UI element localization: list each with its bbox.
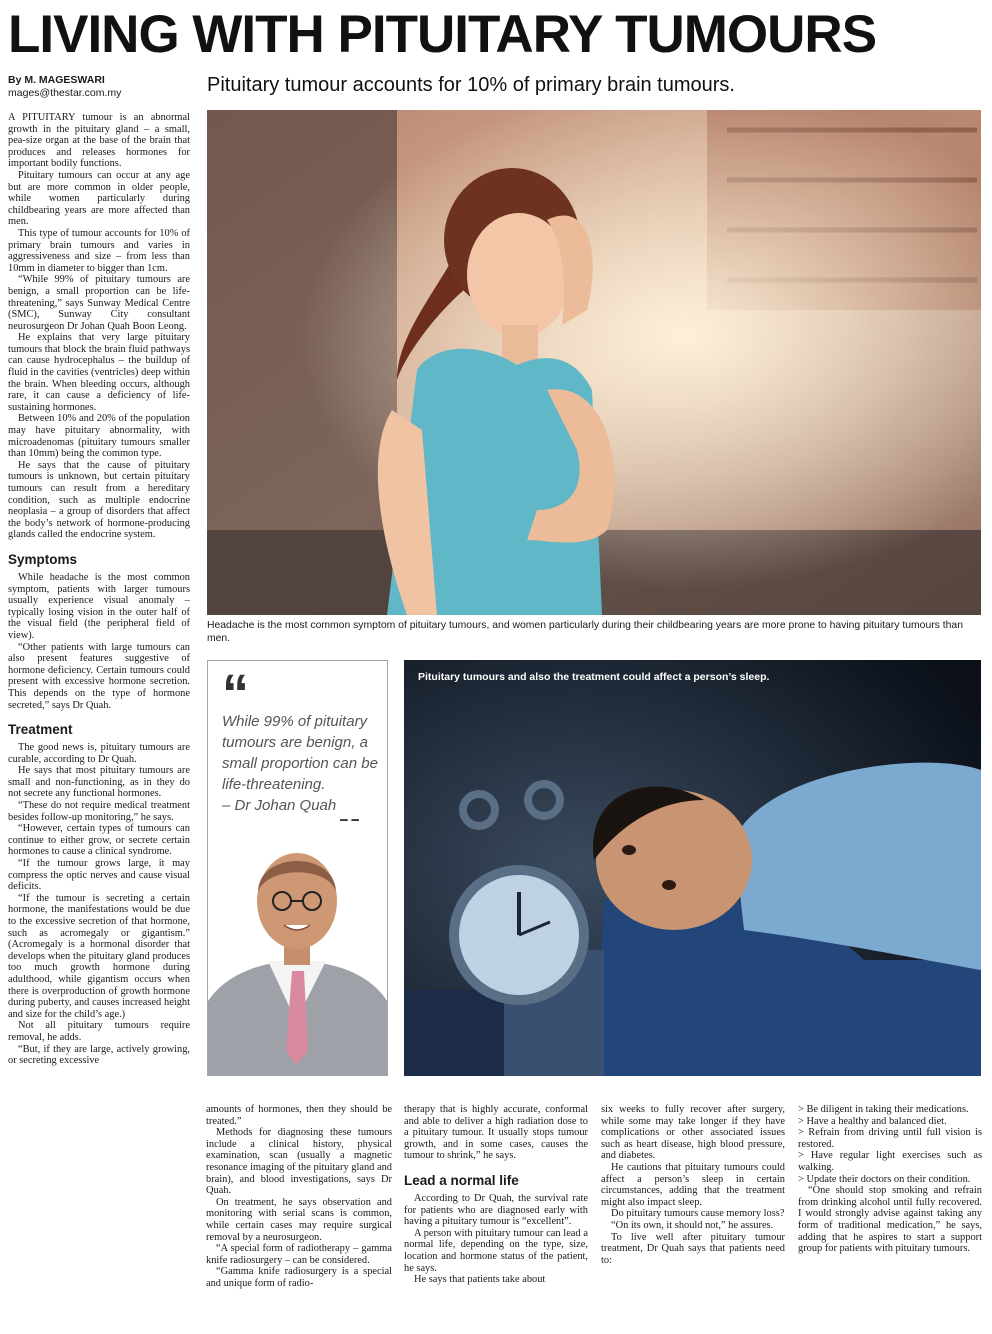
- paragraph: A person with pituitary tumour can lead a normal life, depending on the type, size, location and hormone status of the patient, he says.: [404, 1227, 588, 1274]
- paragraph: This type of tumour accounts for 10% of primary brain tumours and varies in aggressiveness and size – from less than 10mm in diameter to bigger than 1cm.: [8, 227, 190, 274]
- sleep-photo-caption: Pituitary tumours and also the treatment could affect a person’s sleep.: [418, 671, 770, 683]
- article-column-5: [798, 1104, 982, 1332]
- paragraph: “These do not require medical treatment besides follow-up monitoring,” he says.: [8, 800, 190, 823]
- article-column-2: [206, 1104, 392, 1332]
- paragraph: He cautions that pituitary tumours could affect a person’s sleep in certain circumstances, adding that the treatment might also impact sleep.: [601, 1161, 785, 1208]
- paragraph: Do pituitary tumours cause memory loss?: [611, 1208, 785, 1220]
- subheading-symptoms: Symptoms: [8, 551, 78, 567]
- doctor-portrait-illustration: [208, 821, 387, 1075]
- list-item: > Be diligent in taking their medications.: [798, 1104, 969, 1115]
- paragraph: He explains that very large pituitary tumours that block the brain fluid pathways can cause hydrocephalus – the buildup of fluid in the cavities (ventricles) deep within the brain. When bleeding occurs, although rare, it can cause a deficiency of life-sustaining hormones.: [8, 332, 190, 413]
- paragraph: A PITUITARY tumour is an abnormal growth in the pituitary gland – a small, pea-size organ at the base of the brain that produces and releases hormones for important bodily functions.: [8, 112, 190, 170]
- paragraph: According to Dr Quah, the survival rate for patients who are diagnosed early with having a pituitary tumour is “excellent”.: [404, 1192, 588, 1228]
- subheading-treatment: Treatment: [8, 722, 73, 738]
- pullquote-attribution: – Dr Johan Quah: [222, 797, 337, 814]
- byline-author: By M. MAGESWARI: [8, 74, 105, 86]
- paragraph: “On its own, it should not,” he assures.: [611, 1219, 774, 1231]
- headache-photo-illustration: [207, 110, 981, 615]
- paragraph: He says that most pituitary tumours are small and non-functioning, as in they do not secrete any functional hormones.: [8, 765, 190, 800]
- list-item: > Have a healthy and balanced diet.: [798, 1115, 947, 1127]
- sleep-photo: [404, 660, 981, 1076]
- paragraph: The good news is, pituitary tumours are curable, according to Dr Quah.: [8, 742, 190, 765]
- headache-photo-caption: Headache is the most common symptom of pituitary tumours, and women particularly during their childbearing years are more prone to having pituitary tumours than men.: [207, 620, 963, 644]
- paragraph: On treatment, he says observation and monitoring with serial scans is common, while certain cases may require surgical removal by a neurosurgeon.: [206, 1196, 392, 1243]
- paragraph: “One should stop smoking and refrain from drinking alcohol until fully recovered. I would strongly advise against taking any form of traditional medication,” he says, adding that he aspires to start a support group for patients with pituitary tumours.: [798, 1185, 982, 1255]
- paragraph: six weeks to fully recover after surgery, while some may take longer if they have complications or other associated issues such as heart disease, high blood pressure, and diabetes.: [601, 1104, 785, 1162]
- list-item: > Refrain from driving until full vision is restored.: [798, 1127, 982, 1150]
- subheading-normal-life: Lead a normal life: [404, 1172, 519, 1188]
- headline: LIVING WITH PITUITARY TUMOURS: [8, 5, 877, 64]
- paragraph: amounts of hormones, then they should be treated.”: [206, 1104, 392, 1127]
- paragraph: He says that the cause of pituitary tumours is unknown, but certain pituitary tumours can result from a hereditary condition, such as multiple endocrine neoplasia – a group of disorders that affect the body’s network of hormone-producing glands called the endocrine system.: [8, 459, 190, 541]
- paragraph: “But, if they are large, actively growing, or secreting excessive: [8, 1043, 190, 1067]
- paragraph: He says that patients take about: [414, 1274, 546, 1286]
- paragraph: While headache is the most common symptom, patients with larger tumours usually experience visual anomaly – typically losing vision in the outer half of the visual field (the peripheral field of view).: [8, 571, 190, 641]
- doctor-portrait: [208, 821, 387, 1075]
- byline: [8, 74, 198, 100]
- sleep-photo-illustration: [404, 660, 981, 1076]
- paragraph: Methods for diagnosing these tumours include a clinical history, physical examination, scan (usually a magnetic resonance imaging of the pituitary gland and brain), and blood investigations, says Dr Quah.: [206, 1127, 392, 1197]
- paragraph: “Other patients with large tumours can also present features suggestive of hormone deficiency. Certain tumours could present with excessive hormone secretion. This depends on the type of hormone secreted,” says Dr Quah.: [8, 641, 190, 711]
- paragraph: Between 10% and 20% of the population may have pituitary abnormality, with microadenomas (pituitary tumours smaller than 10mm) being the common type.: [8, 413, 190, 460]
- pullquote-quote: While 99% of pituitary tumours are benign, a small proportion can be life-threatening.: [222, 713, 378, 793]
- headache-photo: [207, 110, 981, 615]
- article-column-3: [404, 1104, 588, 1332]
- paragraph: To live well after pituitary tumour treatment, Dr Quah says that patients need to:: [601, 1231, 785, 1266]
- open-quote-icon: “: [222, 664, 243, 724]
- paragraph: “However, certain types of tumours can continue to either grow, or secrete certain hormones to cause a clinical syndrome.: [8, 823, 190, 858]
- paragraph: “While 99% of pituitary tumours are benign, a small proportion can be life-threatening,” says Sunway Medical Centre (SMC), Sunway City consultant neurosurgeon Dr Johan Quah Boon Leong.: [8, 274, 190, 332]
- list-item: > Update their doctors on their condition.: [798, 1173, 971, 1185]
- byline-email[interactable]: mages@thestar.com.my: [8, 87, 122, 99]
- paragraph: Pituitary tumours can occur at any age but are more common in older people, while women particularly during childbearing years are more affected than men.: [8, 169, 190, 228]
- article-column-1: [8, 112, 190, 1332]
- paragraph: Not all pituitary tumours require removal, he adds.: [8, 1020, 190, 1043]
- paragraph: “Gamma knife radiosurgery is a special and unique form of radio-: [206, 1266, 392, 1289]
- standfirst: Pituitary tumour accounts for 10% of primary brain tumours.: [207, 74, 735, 96]
- paragraph: “A special form of radiotherapy – gamma knife radiosurgery – can be considered.: [206, 1243, 392, 1266]
- list-item: > Have regular light exercises such as walking.: [798, 1150, 982, 1173]
- paragraph: “If the tumour is secreting a certain hormone, the manifestations would be due to the excessive secretion of that hormone, such as acromegaly or gigantism.” (Acromegaly is a hormonal disorder that develops when the pituitary gland produces too much growth hormone during adulthood, while gigantism occurs when there is overproduction of growth hormone during puberty, and causes increased height and size for the child’s age.): [8, 892, 190, 1020]
- article-column-4: [601, 1104, 785, 1332]
- pullquote-box: [207, 660, 388, 1076]
- paragraph: therapy that is highly accurate, conformal and able to deliver a high radiation dose to a pituitary tumour. It usually stops tumour growth, and in some cases, causes the tumour to shrink,” he says.: [404, 1104, 588, 1162]
- pullquote-text: [222, 711, 384, 816]
- paragraph: “If the tumour grows large, it may compress the optic nerves and cause visual deficits.: [8, 858, 190, 893]
